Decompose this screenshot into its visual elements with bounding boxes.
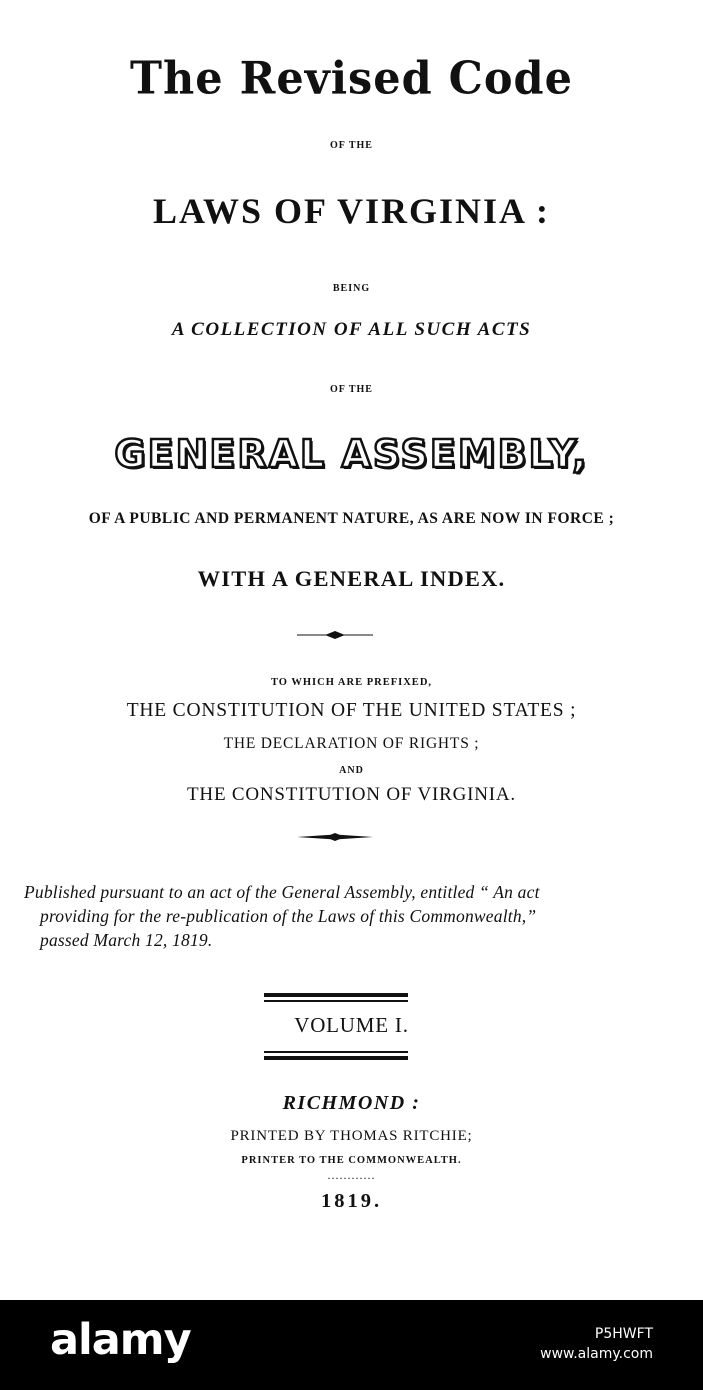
double-rule-bottom — [264, 1051, 408, 1060]
publication-note — [24, 880, 664, 952]
publication-note-line-1: Published pursuant to an act of the General Assembly, entitled “ An act — [24, 882, 540, 902]
alamy-logo: alamy — [50, 1315, 191, 1365]
dotted-divider: ............ — [327, 1168, 376, 1182]
publication-note-line-3: passed March 12, 1819. — [40, 930, 213, 950]
nature-line: OF A PUBLIC AND PERMANENT NATURE, AS ARE NOW IN FORCE ; — [88, 510, 615, 527]
site-url: www.alamy.com — [540, 1346, 653, 1362]
city-imprint: RICHMOND : — [282, 1092, 421, 1114]
printer-line: PRINTED BY THOMAS RITCHIE; — [230, 1128, 473, 1144]
and-label: AND — [339, 765, 364, 776]
declaration-of-rights-line: THE DECLARATION OF RIGHTS ; — [223, 735, 480, 752]
stock-reference — [540, 1324, 653, 1364]
of-the-label: OF THE — [330, 140, 373, 151]
of-the-label-2: OF THE — [330, 384, 373, 395]
general-index-line: WITH A GENERAL INDEX. — [197, 566, 506, 591]
laws-of-virginia-heading: LAWS OF VIRGINIA : — [152, 191, 551, 231]
printer-to-line: PRINTER TO THE COMMONWEALTH. — [241, 1155, 462, 1166]
prefixed-label: TO WHICH ARE PREFIXED, — [270, 677, 433, 688]
ornament-divider-2 — [295, 830, 375, 844]
collection-subtitle: A COLLECTION OF ALL SUCH ACTS — [171, 319, 532, 340]
ornament-divider-1 — [295, 628, 375, 642]
general-assembly-heading: GENERAL ASSEMBLY, — [114, 432, 589, 476]
title-blackletter: The Revised Code — [130, 52, 573, 106]
constitution-us-line: THE CONSTITUTION OF THE UNITED STATES ; — [126, 700, 577, 721]
imprint-year: 1819. — [320, 1190, 383, 1212]
publication-note-line-2: providing for the re-publication of the Laws of this Commonwealth,” — [40, 906, 537, 926]
being-label: BEING — [332, 283, 371, 294]
watermark-footer — [0, 1300, 703, 1390]
volume-label: VOLUME I. — [294, 1013, 409, 1037]
constitution-virginia-line: THE CONSTITUTION OF VIRGINIA. — [187, 784, 516, 805]
image-id: P5HWFT — [594, 1326, 653, 1342]
double-rule-top — [264, 993, 408, 1002]
